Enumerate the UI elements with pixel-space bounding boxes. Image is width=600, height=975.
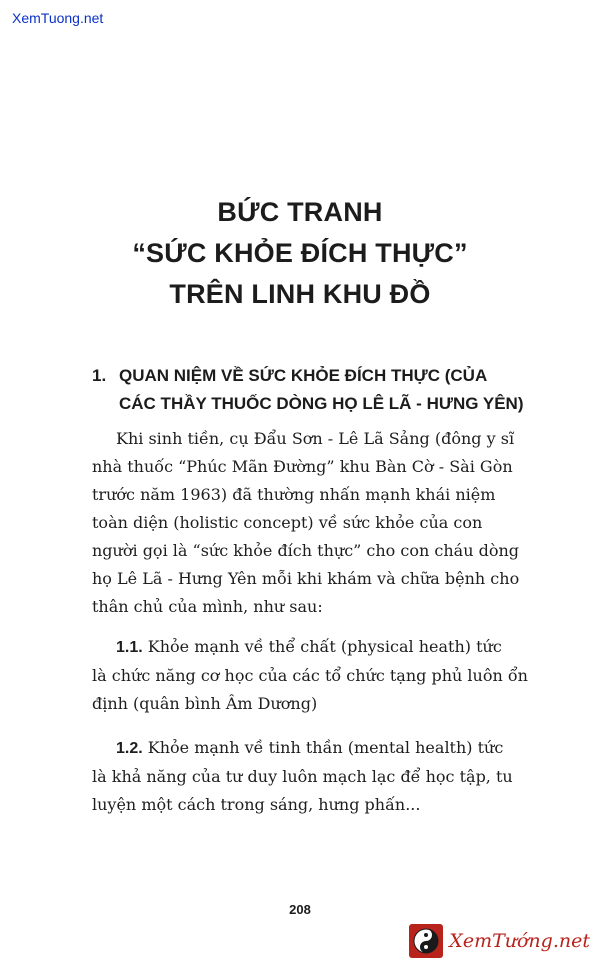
paragraph-line: là chức năng cơ học của các tổ chức tạng phủ luôn ổn [92, 666, 528, 685]
yin-yang-icon [409, 924, 443, 958]
paragraph-line: người gọi là “sức khỏe đích thực” cho con cháu dòng [92, 541, 519, 560]
section-heading-line-2: CÁC THẦY THUỐC DÒNG HỌ LÊ LÃ - HƯNG YÊN) [119, 394, 524, 413]
paragraph-line: họ Lê Lã - Hưng Yên mỗi khi khám và chữa bệnh cho [92, 569, 520, 588]
paragraph-line [92, 734, 524, 763]
paragraph-line: luyện một cách trong sáng, hưng phấn... [92, 795, 421, 814]
watermark-text: XemTướng.net [449, 930, 590, 952]
item-text: Khỏe mạnh về thể chất (physical heath) tức [142, 637, 502, 656]
chapter-title-line: “SỨC KHỎE ĐÍCH THỰC” [132, 238, 468, 268]
section-number: 1. [92, 366, 107, 385]
section-heading-text: QUAN NIỆM VỀ SỨC KHỎE ĐÍCH THỰC (CỦA [119, 366, 488, 385]
paragraph-line [92, 633, 524, 662]
paragraph-line: định (quân bình Âm Dương) [92, 694, 318, 713]
paragraph-line: trước năm 1963) đã thường nhấn mạnh khái niệm [92, 485, 496, 504]
paragraph-line: Khi sinh tiền, cụ Đẩu Sơn - Lê Lã Sảng (đông y sĩ [116, 429, 515, 448]
item-number: 1.1. [116, 639, 143, 656]
paragraph-line: là khả năng của tư duy luôn mạch lạc để học tập, tu [92, 767, 513, 786]
watermark-logo[interactable] [409, 921, 590, 961]
paragraph-line: thân chủ của mình, như sau: [92, 597, 323, 616]
intro-paragraph [92, 425, 524, 621]
chapter-title [0, 192, 600, 315]
chapter-title-line: TRÊN LINH KHU ĐỒ [169, 279, 431, 309]
paragraph-line: toàn diện (holistic concept) về sức khỏe của con [92, 513, 483, 532]
chapter-title-line: BỨC TRANH [217, 197, 383, 227]
item-text: Khỏe mạnh về tinh thần (mental health) tức [142, 738, 504, 757]
section-heading [92, 362, 523, 418]
page-number: 208 [289, 902, 311, 917]
paragraph-line: nhà thuốc “Phúc Mãn Đường” khu Bàn Cờ - Sài Gòn [92, 457, 513, 476]
section-heading-line-1 [92, 362, 523, 390]
item-number: 1.2. [116, 740, 143, 757]
site-watermark-link[interactable]: XemTuong.net [12, 10, 104, 26]
list-item-1-2 [92, 734, 524, 819]
list-item-1-1 [92, 633, 528, 718]
